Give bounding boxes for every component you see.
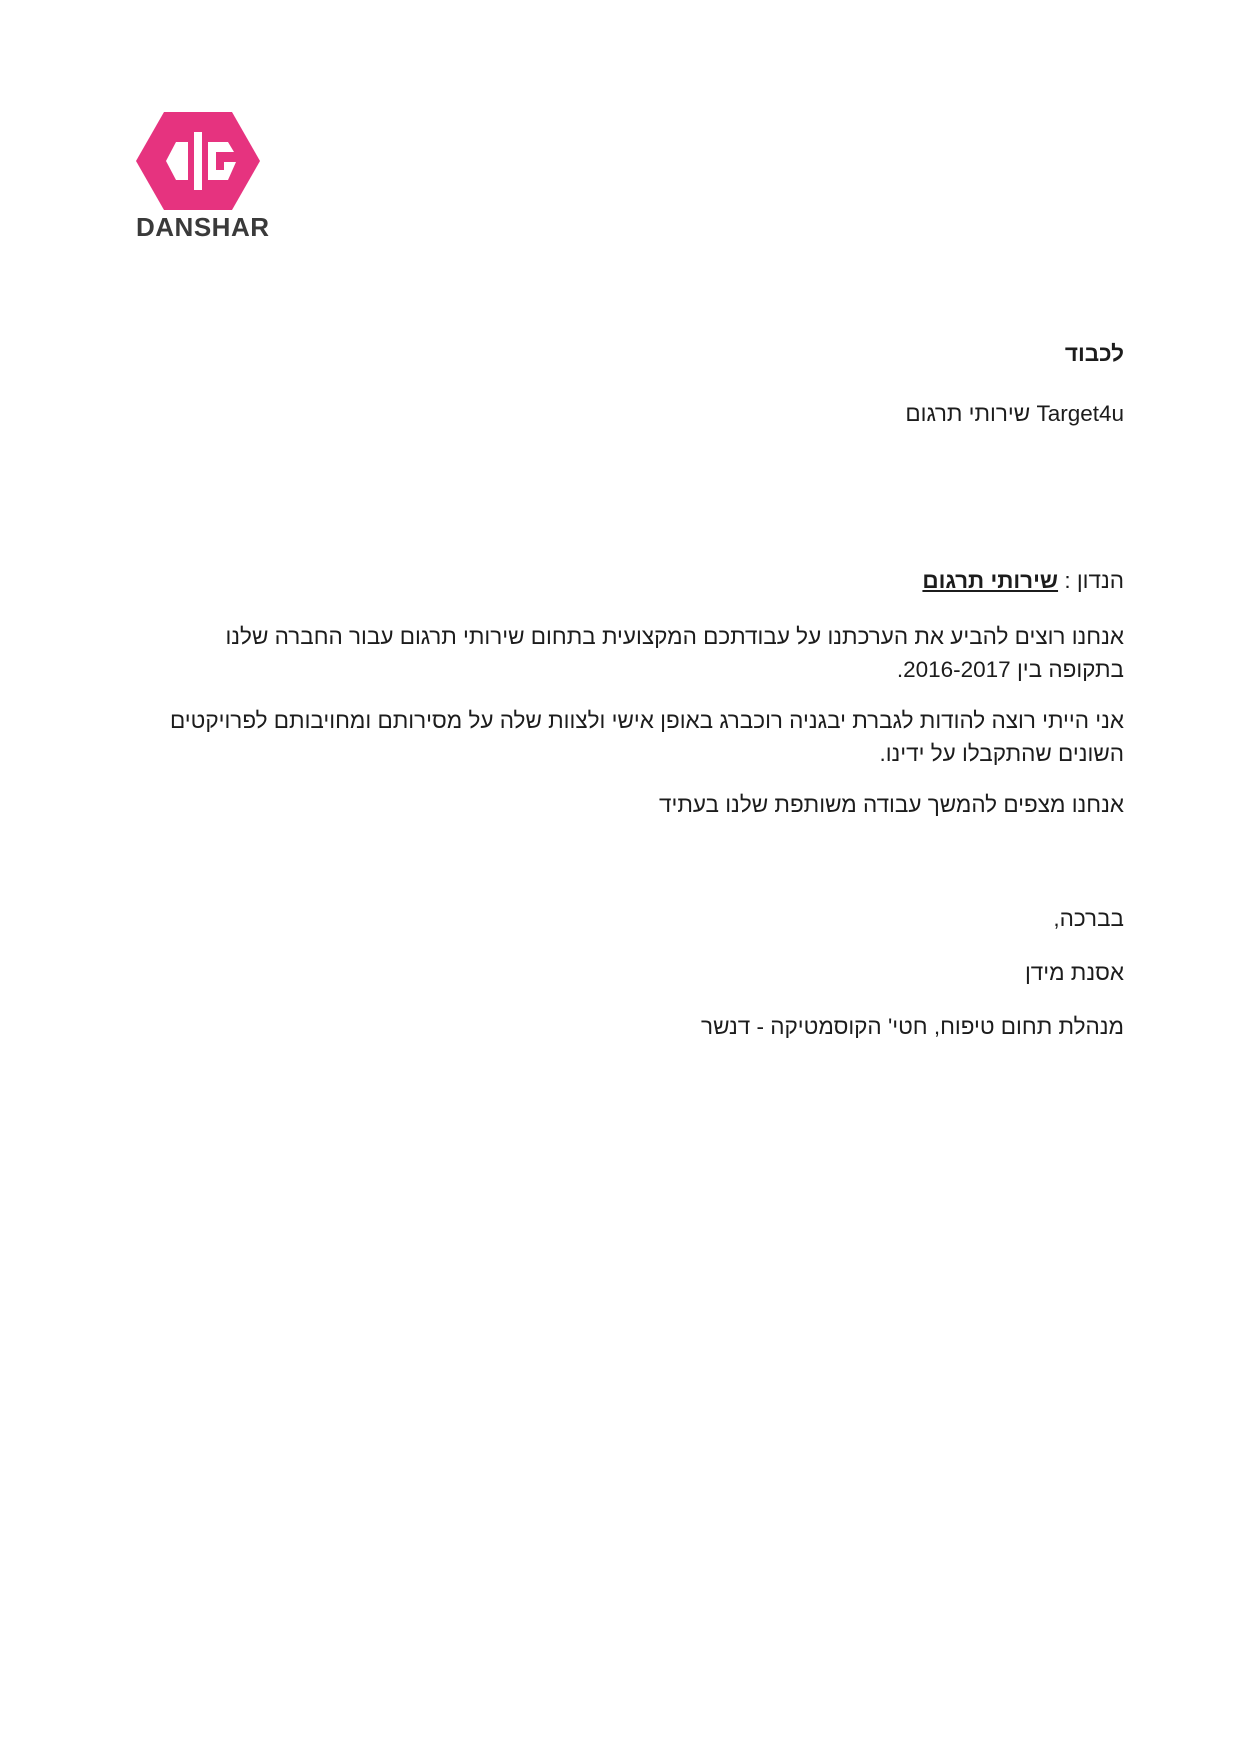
closing: בברכה,: [1053, 906, 1124, 931]
to-line: לכבוד: [1064, 341, 1124, 366]
subject-line: [922, 564, 1124, 597]
brand-name: DANSHAR: [136, 212, 270, 242]
signer-name: אסנת מידן: [1024, 960, 1124, 985]
recipient: Target4u שירותי תרגום: [905, 401, 1124, 426]
signer-title: מנהלת תחום טיפוח, חטי' הקוסמטיקה - דנשר: [701, 1014, 1124, 1039]
paragraph-future: אנחנו מצפים להמשך עבודה משותפת שלנו בעתיד: [659, 792, 1124, 817]
paragraph-thanks: אני הייתי רוצה להודות לגברת יבגניה רוכברג באופן אישי ולצוות שלה על מסירותם ומחויבותם לפרויקטים השונים שהתקבלו על ידינו.: [170, 708, 1124, 766]
subject-label: הנדון :: [1064, 568, 1124, 593]
subject-value: שירותי תרגום: [922, 568, 1059, 593]
danshar-logo-icon: [136, 112, 260, 210]
paragraph-appreciation: אנחנו רוצים להביע את הערכתנו על עבודתכם המקצועית בתחום שירותי תרגום עבור החברה שלנו בתקופה בין 2016-2017.: [225, 624, 1124, 682]
company-logo: [136, 112, 270, 242]
